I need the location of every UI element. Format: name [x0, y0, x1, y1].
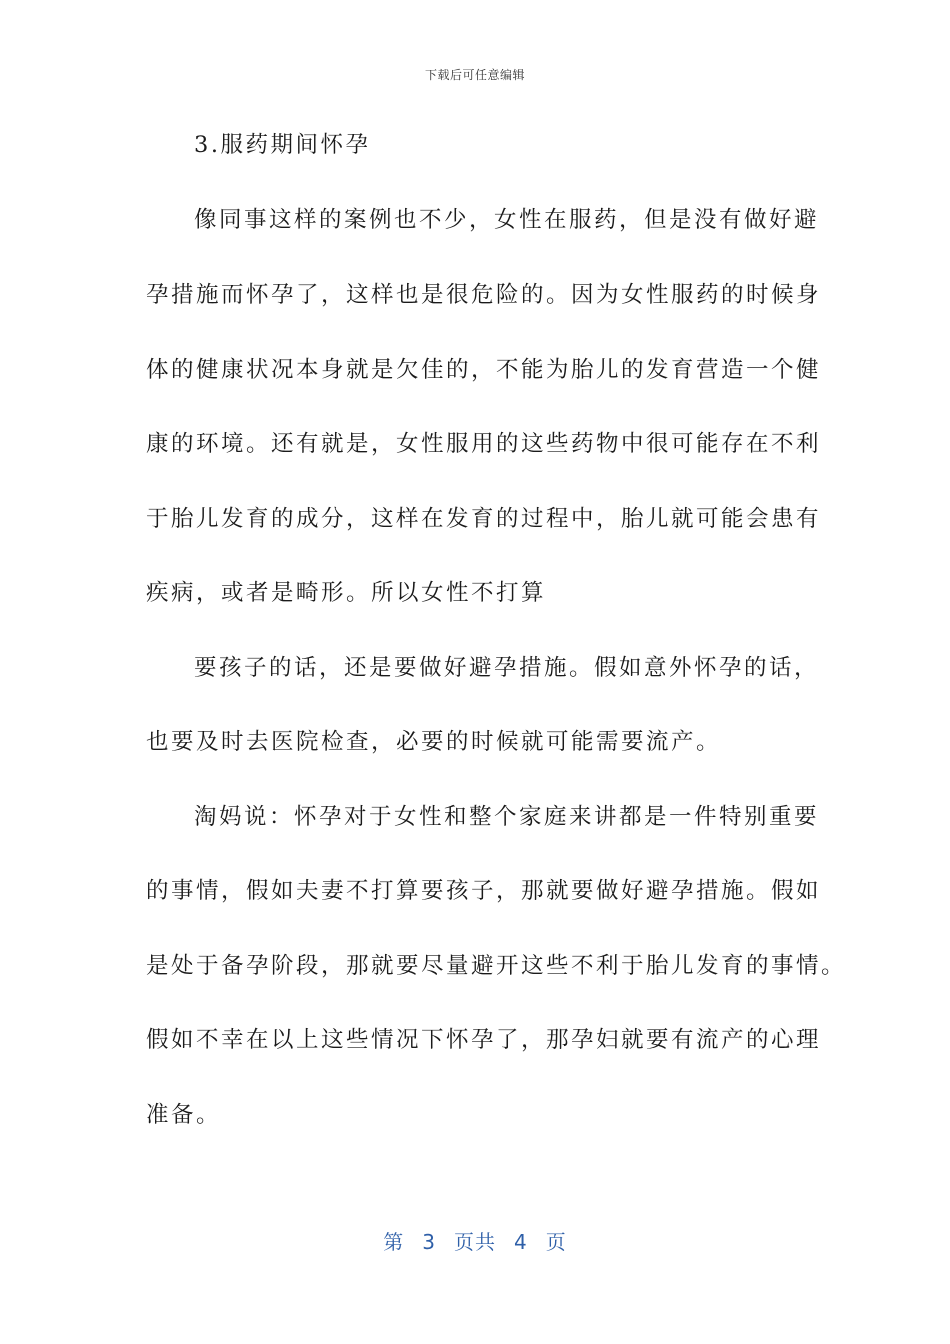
paragraph-line: 于胎儿发育的成分，这样在发育的过程中，胎儿就可能会患有	[146, 506, 822, 532]
paragraph-line: 康的环境。还有就是，女性服用的这些药物中很可能存在不利	[146, 431, 822, 457]
section-heading: 3.服药期间怀孕	[194, 132, 371, 158]
header-note: 下载后可任意编辑	[424, 68, 525, 82]
page-label-suffix: 页	[545, 1230, 567, 1254]
paragraph-line: 疾病，或者是畸形。所以女性不打算	[146, 580, 547, 606]
paragraph-line: 淘妈说：怀孕对于女性和整个家庭来讲都是一件特别重要	[194, 804, 820, 830]
total-pages-number: 4	[514, 1230, 528, 1254]
paragraph-line: 准备。	[146, 1102, 222, 1128]
paragraph-line: 要孩子的话，还是要做好避孕措施。假如意外怀孕的话，	[194, 655, 820, 681]
paragraph-line: 也要及时去医院检查，必要的时候就可能需要流产。	[146, 729, 722, 755]
paragraph-line: 像同事这样的案例也不少，女性在服药，但是没有做好避	[194, 207, 820, 233]
current-page-number: 3	[422, 1230, 436, 1254]
paragraph-line: 的事情，假如夫妻不打算要孩子，那就要做好避孕措施。假如	[146, 878, 822, 904]
page-label-prefix: 第	[383, 1230, 405, 1254]
paragraph-line: 假如不幸在以上这些情况下怀孕了，那孕妇就要有流产的心理	[146, 1027, 822, 1053]
paragraph-line: 体的健康状况本身就是欠佳的，不能为胎儿的发育营造一个健	[146, 357, 822, 383]
paragraph-line: 孕措施而怀孕了，这样也是很危险的。因为女性服药的时候身	[146, 282, 822, 308]
page-label-middle: 页共	[454, 1230, 496, 1254]
paragraph-line: 是处于备孕阶段，那就要尽量避开这些不利于胎儿发育的事情。	[146, 953, 847, 979]
page-number-footer	[0, 1226, 950, 1255]
